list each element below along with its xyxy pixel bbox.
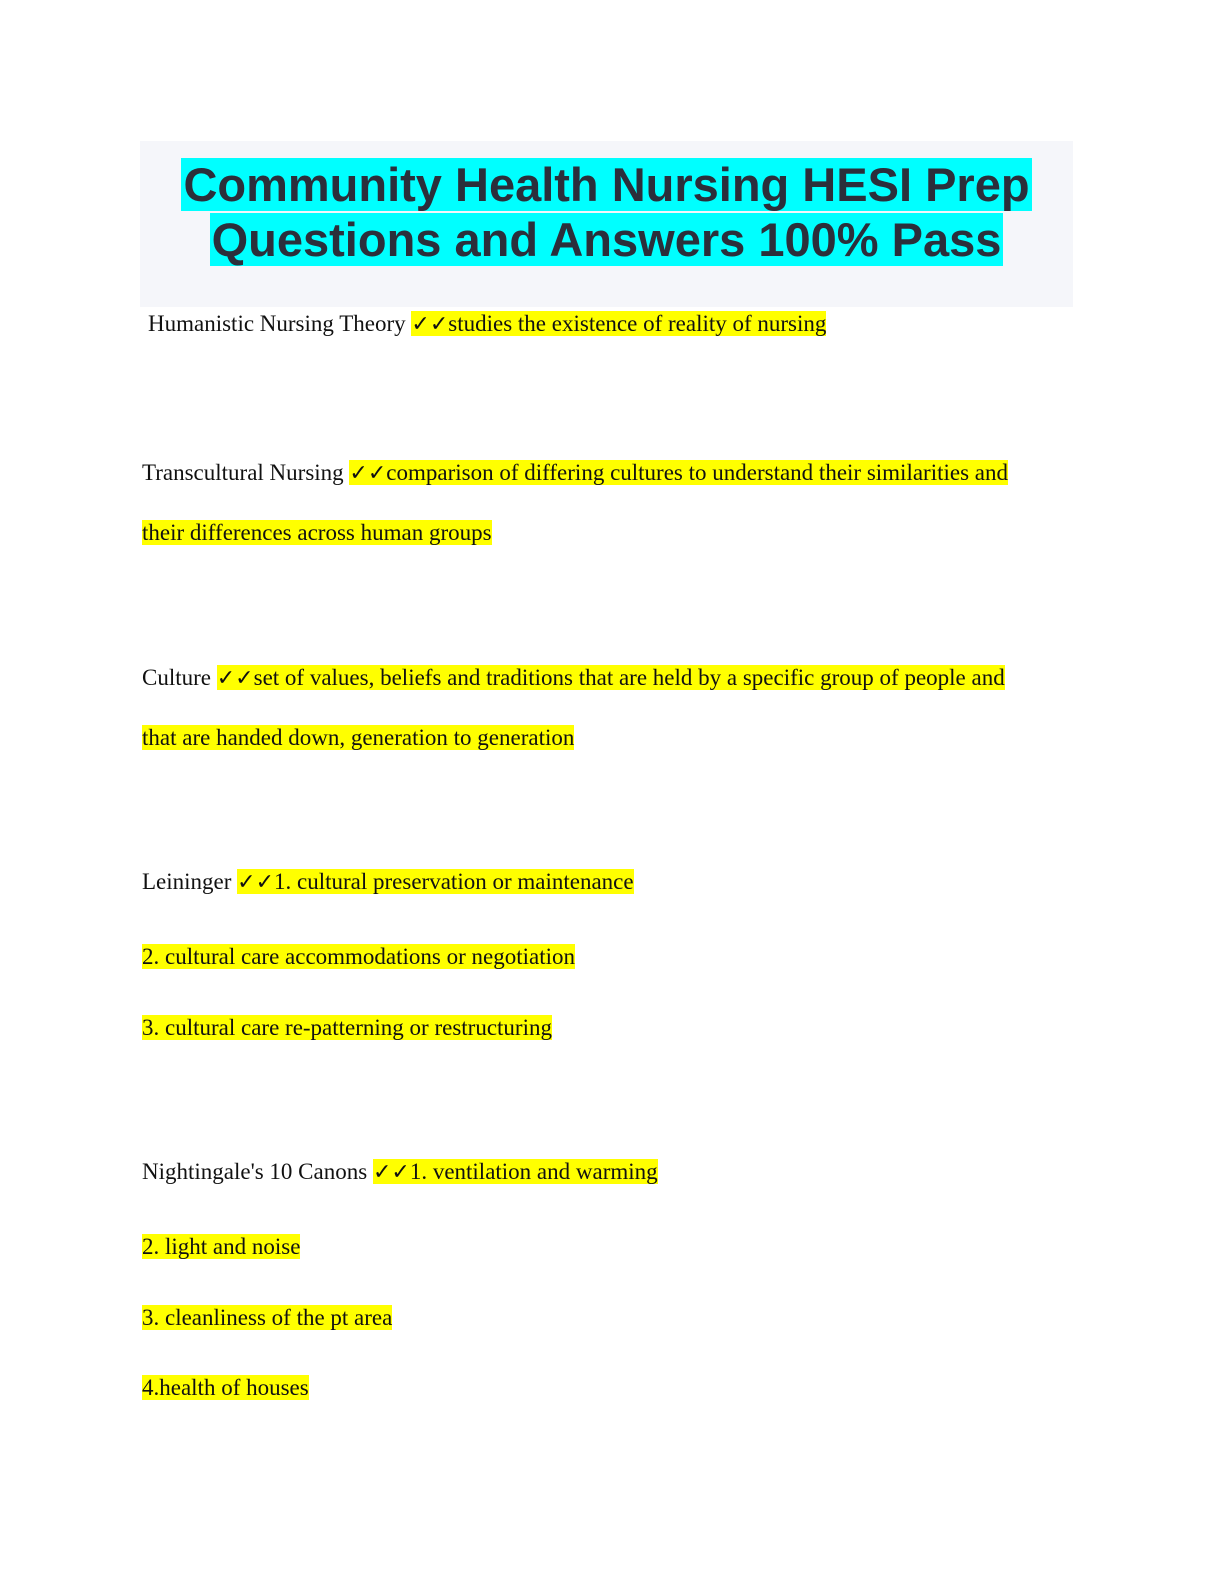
double-check-icon: ✓✓ — [349, 461, 387, 486]
entry-answer-continuation: that are handed down, generation to generation — [142, 725, 575, 750]
entry-humanistic-nursing-theory — [148, 308, 826, 341]
double-check-icon: ✓✓ — [237, 870, 275, 895]
entry-answer-continuation: their differences across human groups — [142, 520, 492, 545]
entry-answer-continuation: 3. cultural care re-patterning or restructuring — [142, 1015, 552, 1040]
entry-answer: ✓✓studies the existence of reality of nursing — [411, 311, 827, 337]
entry-answer: ✓✓comparison of differing cultures to understand their similarities and — [349, 460, 1008, 486]
entry-nightingale-canons — [142, 1156, 658, 1189]
entry-term: Transcultural Nursing — [142, 460, 344, 485]
entry-answer-continuation: 2. cultural care accommodations or negotiation — [142, 944, 576, 969]
double-check-icon: ✓✓ — [372, 1160, 410, 1185]
entry-answer: ✓✓1. ventilation and warming — [372, 1159, 658, 1185]
entry-answer-continuation: 4.health of houses — [142, 1375, 309, 1400]
entry-culture — [142, 662, 1005, 695]
double-check-icon: ✓✓ — [411, 312, 449, 337]
entry-answer-continuation: 3. cleanliness of the pt area — [142, 1305, 393, 1330]
entry-term: Humanistic Nursing Theory — [148, 311, 406, 336]
entry-term: Nightingale's 10 Canons — [142, 1159, 368, 1184]
document-title-line-1: Community Health Nursing HESI Prep — [183, 158, 1030, 211]
entry-answer: ✓✓set of values, beliefs and traditions that are held by a specific group of people and — [216, 665, 1005, 691]
entry-answer-continuation: 2. light and noise — [142, 1234, 301, 1259]
document-title-line-2: Questions and Answers 100% Pass — [211, 213, 1002, 266]
entry-term: Culture — [142, 665, 211, 690]
entry-answer: ✓✓1. cultural preservation or maintenance — [237, 869, 634, 895]
entry-term: Leininger — [142, 869, 232, 894]
title-panel — [140, 141, 1073, 307]
double-check-icon: ✓✓ — [216, 666, 254, 691]
entry-transcultural-nursing — [142, 457, 1008, 490]
entry-leininger — [142, 866, 634, 899]
